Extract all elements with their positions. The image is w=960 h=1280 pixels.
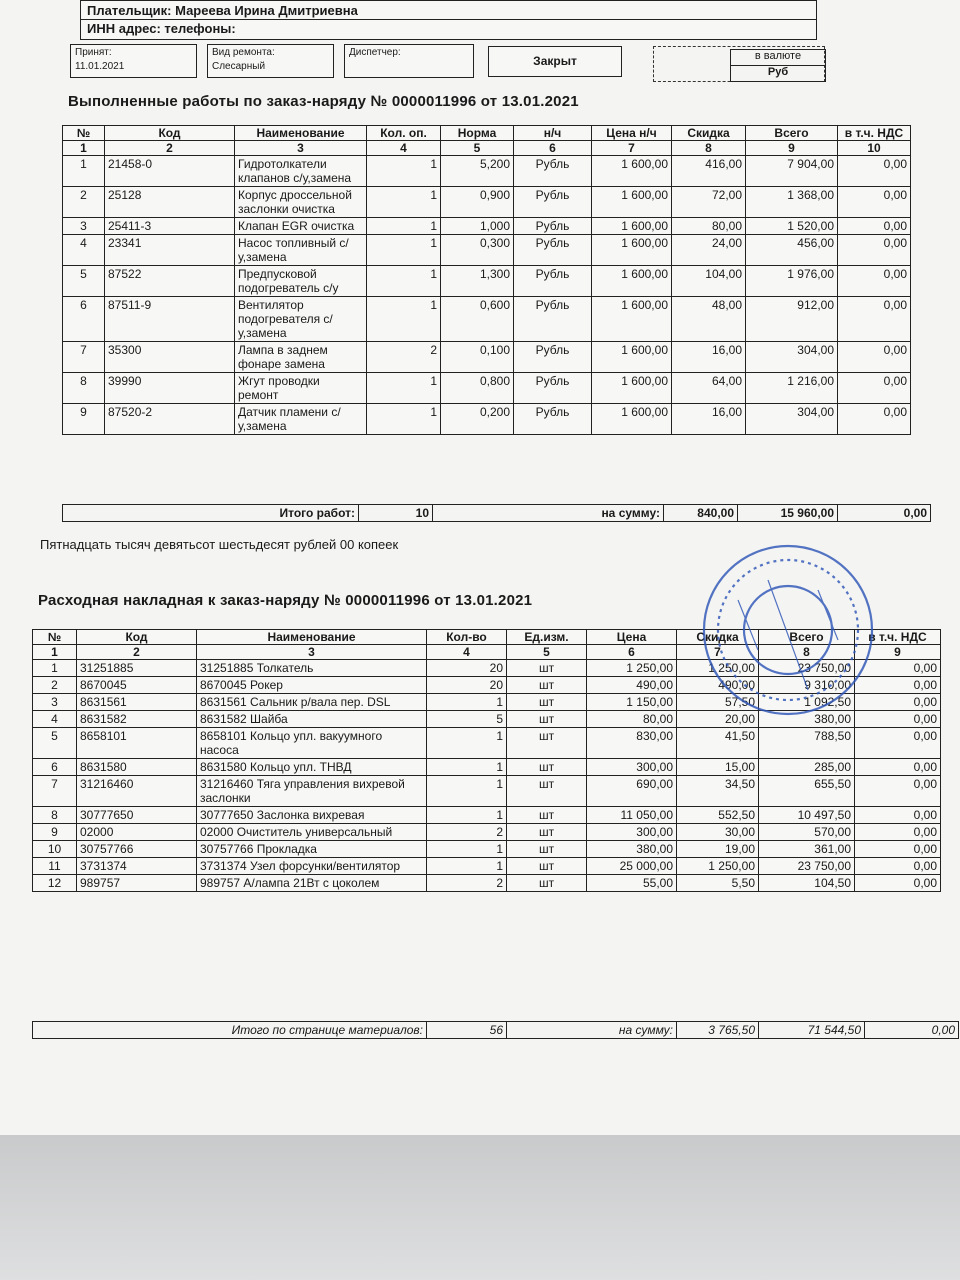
material-unit: шт xyxy=(507,759,587,776)
material-price: 830,00 xyxy=(587,728,677,759)
material-code: 8631561 xyxy=(77,694,197,711)
work-name: Предпусковой подогреватель с/у xyxy=(235,266,367,297)
col-number: 7 xyxy=(592,141,672,156)
works-total-row xyxy=(62,504,931,522)
material-vat: 0,00 xyxy=(855,807,941,824)
table-row xyxy=(33,759,941,776)
material-qty: 1 xyxy=(427,694,507,711)
material-qty: 20 xyxy=(427,677,507,694)
row-number: 8 xyxy=(63,373,105,404)
col-number: 2 xyxy=(77,645,197,660)
material-vat: 0,00 xyxy=(855,875,941,892)
works-sum-label: на сумму: xyxy=(433,505,664,522)
row-number: 6 xyxy=(63,297,105,342)
row-number: 7 xyxy=(63,342,105,373)
table-row xyxy=(63,187,911,218)
row-number: 8 xyxy=(33,807,77,824)
material-unit: шт xyxy=(507,858,587,875)
work-qty: 1 xyxy=(367,404,441,435)
material-code: 02000 xyxy=(77,824,197,841)
material-qty: 1 xyxy=(427,807,507,824)
table-row xyxy=(33,776,941,807)
work-norm: 1,300 xyxy=(441,266,514,297)
material-qty: 2 xyxy=(427,824,507,841)
work-discount: 16,00 xyxy=(672,342,746,373)
col-number: 4 xyxy=(427,645,507,660)
col-header: Всего xyxy=(759,630,855,645)
material-price: 80,00 xyxy=(587,711,677,728)
dispatcher-box xyxy=(344,44,474,78)
accepted-label: Принят: xyxy=(75,47,112,58)
work-price: 1 600,00 xyxy=(592,342,672,373)
works-header-row xyxy=(63,126,911,141)
table-row xyxy=(63,342,911,373)
material-code: 989757 xyxy=(77,875,197,892)
work-unit: Рубль xyxy=(514,266,592,297)
material-total: 9 310,00 xyxy=(759,677,855,694)
work-discount: 24,00 xyxy=(672,235,746,266)
work-name: Гидротолкатели клапанов с/у,замена xyxy=(235,156,367,187)
work-code: 25128 xyxy=(105,187,235,218)
col-number: 10 xyxy=(838,141,911,156)
materials-total-qty: 56 xyxy=(427,1022,507,1039)
row-number: 3 xyxy=(63,218,105,235)
material-price: 55,00 xyxy=(587,875,677,892)
col-header: Кол-во xyxy=(427,630,507,645)
works-total-label: Итого работ: xyxy=(63,505,359,522)
material-total: 655,50 xyxy=(759,776,855,807)
work-price: 1 600,00 xyxy=(592,187,672,218)
work-norm: 1,000 xyxy=(441,218,514,235)
row-number: 4 xyxy=(33,711,77,728)
table-row xyxy=(33,875,941,892)
material-name: 8658101 Кольцо упл. вакуумного насоса xyxy=(197,728,427,759)
material-vat: 0,00 xyxy=(855,728,941,759)
col-header: Скидка xyxy=(677,630,759,645)
currency-label: в валюте xyxy=(730,49,826,66)
work-vat: 0,00 xyxy=(838,218,911,235)
work-vat: 0,00 xyxy=(838,342,911,373)
work-discount: 80,00 xyxy=(672,218,746,235)
material-total: 10 497,50 xyxy=(759,807,855,824)
work-vat: 0,00 xyxy=(838,187,911,218)
work-name: Вентилятор подогревателя с/у,замена xyxy=(235,297,367,342)
work-norm: 0,900 xyxy=(441,187,514,218)
material-price: 1 250,00 xyxy=(587,660,677,677)
work-unit: Рубль xyxy=(514,297,592,342)
material-unit: шт xyxy=(507,776,587,807)
works-total-vat: 0,00 xyxy=(838,505,931,522)
material-vat: 0,00 xyxy=(855,824,941,841)
material-vat: 0,00 xyxy=(855,677,941,694)
row-number: 11 xyxy=(33,858,77,875)
work-code: 23341 xyxy=(105,235,235,266)
material-discount: 34,50 xyxy=(677,776,759,807)
work-vat: 0,00 xyxy=(838,297,911,342)
work-unit: Рубль xyxy=(514,218,592,235)
material-code: 31251885 xyxy=(77,660,197,677)
col-number: 6 xyxy=(587,645,677,660)
material-total: 361,00 xyxy=(759,841,855,858)
material-unit: шт xyxy=(507,807,587,824)
work-total: 1 368,00 xyxy=(746,187,838,218)
table-row xyxy=(63,235,911,266)
work-qty: 1 xyxy=(367,218,441,235)
material-total: 570,00 xyxy=(759,824,855,841)
material-price: 490,00 xyxy=(587,677,677,694)
material-code: 8670045 xyxy=(77,677,197,694)
work-name: Жгут проводки ремонт xyxy=(235,373,367,404)
work-code: 87522 xyxy=(105,266,235,297)
material-qty: 2 xyxy=(427,875,507,892)
inn-line: ИНН адрес: телефоны: xyxy=(87,21,236,36)
work-vat: 0,00 xyxy=(838,404,911,435)
col-number: 3 xyxy=(235,141,367,156)
material-qty: 1 xyxy=(427,841,507,858)
accepted-date: 11.01.2021 xyxy=(75,61,125,72)
work-name: Датчик пламени с/у,замена xyxy=(235,404,367,435)
work-code: 25411-3 xyxy=(105,218,235,235)
col-number: 3 xyxy=(197,645,427,660)
work-total: 1 520,00 xyxy=(746,218,838,235)
row-number: 1 xyxy=(63,156,105,187)
accepted-box xyxy=(70,44,197,78)
work-unit: Рубль xyxy=(514,235,592,266)
material-discount: 57,50 xyxy=(677,694,759,711)
sum-in-words: Пятнадцать тысяч девятьсот шестьдесят рублей 00 копеек xyxy=(40,537,399,552)
dispatcher-label: Диспетчер: xyxy=(349,47,401,58)
material-vat: 0,00 xyxy=(855,858,941,875)
material-name: 8670045 Рокер xyxy=(197,677,427,694)
divider xyxy=(81,19,816,20)
col-number: 4 xyxy=(367,141,441,156)
table-row xyxy=(63,156,911,187)
col-number: 8 xyxy=(759,645,855,660)
background-surface xyxy=(0,1135,960,1280)
row-number: 6 xyxy=(33,759,77,776)
row-number: 2 xyxy=(33,677,77,694)
material-name: 8631580 Кольцо упл. ТНВД xyxy=(197,759,427,776)
works-total-sum: 15 960,00 xyxy=(738,505,838,522)
row-number: 5 xyxy=(33,728,77,759)
work-name: Лампа в заднем фонаре замена xyxy=(235,342,367,373)
work-name: Насос топливный с/у,замена xyxy=(235,235,367,266)
material-vat: 0,00 xyxy=(855,660,941,677)
material-discount: 41,50 xyxy=(677,728,759,759)
work-total: 304,00 xyxy=(746,342,838,373)
currency-value: Руб xyxy=(730,65,826,82)
work-qty: 1 xyxy=(367,235,441,266)
work-price: 1 600,00 xyxy=(592,156,672,187)
material-code: 8631580 xyxy=(77,759,197,776)
material-unit: шт xyxy=(507,694,587,711)
col-number: 8 xyxy=(672,141,746,156)
material-qty: 5 xyxy=(427,711,507,728)
material-price: 690,00 xyxy=(587,776,677,807)
material-discount: 30,00 xyxy=(677,824,759,841)
material-unit: шт xyxy=(507,841,587,858)
work-norm: 5,200 xyxy=(441,156,514,187)
col-header: Цена н/ч xyxy=(592,126,672,141)
col-header: Ед.изм. xyxy=(507,630,587,645)
work-qty: 1 xyxy=(367,156,441,187)
material-price: 300,00 xyxy=(587,824,677,841)
material-qty: 20 xyxy=(427,660,507,677)
material-price: 300,00 xyxy=(587,759,677,776)
material-total: 788,50 xyxy=(759,728,855,759)
work-norm: 0,800 xyxy=(441,373,514,404)
col-header: Скидка xyxy=(672,126,746,141)
work-code: 39990 xyxy=(105,373,235,404)
material-vat: 0,00 xyxy=(855,694,941,711)
work-unit: Рубль xyxy=(514,156,592,187)
material-vat: 0,00 xyxy=(855,841,941,858)
material-name: 30777650 Заслонка вихревая xyxy=(197,807,427,824)
materials-total-row xyxy=(32,1021,959,1039)
materials-total-discount: 3 765,50 xyxy=(677,1022,759,1039)
work-name: Клапан EGR очистка xyxy=(235,218,367,235)
material-unit: шт xyxy=(507,677,587,694)
material-qty: 1 xyxy=(427,728,507,759)
row-number: 9 xyxy=(63,404,105,435)
material-name: 8631561 Сальник р/вала пер. DSL xyxy=(197,694,427,711)
col-number: 9 xyxy=(746,141,838,156)
material-discount: 552,50 xyxy=(677,807,759,824)
col-header: Всего xyxy=(746,126,838,141)
work-total: 7 904,00 xyxy=(746,156,838,187)
material-code: 30757766 xyxy=(77,841,197,858)
material-name: 31251885 Толкатель xyxy=(197,660,427,677)
work-norm: 0,600 xyxy=(441,297,514,342)
works-total-discount: 840,00 xyxy=(664,505,738,522)
work-total: 1 976,00 xyxy=(746,266,838,297)
table-row xyxy=(63,297,911,342)
work-total: 1 216,00 xyxy=(746,373,838,404)
work-discount: 16,00 xyxy=(672,404,746,435)
material-vat: 0,00 xyxy=(855,711,941,728)
material-total: 23 750,00 xyxy=(759,660,855,677)
work-discount: 64,00 xyxy=(672,373,746,404)
work-discount: 48,00 xyxy=(672,297,746,342)
material-name: 3731374 Узел форсунки/вентилятор xyxy=(197,858,427,875)
table-row xyxy=(33,728,941,759)
repair-type-box xyxy=(207,44,334,78)
material-code: 3731374 xyxy=(77,858,197,875)
currency-box xyxy=(653,46,825,82)
material-name: 8631582 Шайба xyxy=(197,711,427,728)
material-code: 8658101 xyxy=(77,728,197,759)
row-number: 5 xyxy=(63,266,105,297)
col-header: в т.ч. НДС xyxy=(838,126,911,141)
work-qty: 1 xyxy=(367,373,441,404)
col-number: 1 xyxy=(33,645,77,660)
col-number: 6 xyxy=(514,141,592,156)
col-header: н/ч xyxy=(514,126,592,141)
col-number: 9 xyxy=(855,645,941,660)
work-name: Корпус дроссельной заслонки очистка xyxy=(235,187,367,218)
col-header: Кол. оп. xyxy=(367,126,441,141)
table-row xyxy=(63,218,911,235)
row-number: 3 xyxy=(33,694,77,711)
col-number: 1 xyxy=(63,141,105,156)
material-discount: 1 250,00 xyxy=(677,660,759,677)
work-qty: 1 xyxy=(367,297,441,342)
material-discount: 5,50 xyxy=(677,875,759,892)
material-discount: 19,00 xyxy=(677,841,759,858)
work-price: 1 600,00 xyxy=(592,404,672,435)
material-discount: 490,00 xyxy=(677,677,759,694)
material-discount: 15,00 xyxy=(677,759,759,776)
material-price: 380,00 xyxy=(587,841,677,858)
work-price: 1 600,00 xyxy=(592,373,672,404)
work-norm: 0,200 xyxy=(441,404,514,435)
work-qty: 2 xyxy=(367,342,441,373)
material-code: 30777650 xyxy=(77,807,197,824)
table-row xyxy=(33,807,941,824)
company-stamp-icon xyxy=(698,540,878,720)
table-row xyxy=(63,373,911,404)
repair-type-value: Слесарный xyxy=(212,61,266,72)
table-row xyxy=(33,858,941,875)
materials-total-sum: 71 544,50 xyxy=(759,1022,865,1039)
work-norm: 0,300 xyxy=(441,235,514,266)
work-code: 35300 xyxy=(105,342,235,373)
material-discount: 20,00 xyxy=(677,711,759,728)
work-discount: 104,00 xyxy=(672,266,746,297)
material-total: 104,50 xyxy=(759,875,855,892)
table-row xyxy=(33,841,941,858)
work-unit: Рубль xyxy=(514,342,592,373)
payer-box xyxy=(80,0,817,40)
col-header: Код xyxy=(77,630,197,645)
status-badge: Закрыт xyxy=(488,46,622,77)
work-price: 1 600,00 xyxy=(592,297,672,342)
row-number: 9 xyxy=(33,824,77,841)
material-unit: шт xyxy=(507,711,587,728)
material-unit: шт xyxy=(507,824,587,841)
row-number: 12 xyxy=(33,875,77,892)
material-name: 30757766 Прокладка xyxy=(197,841,427,858)
works-number-row xyxy=(63,141,911,156)
material-price: 11 050,00 xyxy=(587,807,677,824)
work-norm: 0,100 xyxy=(441,342,514,373)
row-number: 1 xyxy=(33,660,77,677)
material-name: 31216460 Тяга управления вихревой заслонки xyxy=(197,776,427,807)
row-number: 7 xyxy=(33,776,77,807)
materials-total-vat: 0,00 xyxy=(865,1022,959,1039)
table-row xyxy=(33,824,941,841)
work-discount: 416,00 xyxy=(672,156,746,187)
material-name: 02000 Очиститель универсальный xyxy=(197,824,427,841)
material-code: 31216460 xyxy=(77,776,197,807)
col-header: Код xyxy=(105,126,235,141)
works-table xyxy=(62,125,911,435)
work-code: 21458-0 xyxy=(105,156,235,187)
work-vat: 0,00 xyxy=(838,373,911,404)
material-price: 25 000,00 xyxy=(587,858,677,875)
table-row xyxy=(63,266,911,297)
payer-line: Плательщик: Мареева Ирина Дмитриевна xyxy=(87,3,358,18)
work-qty: 1 xyxy=(367,187,441,218)
materials-title: Расходная накладная к заказ-наряду № 0000011996 от 13.01.2021 xyxy=(38,592,533,609)
work-discount: 72,00 xyxy=(672,187,746,218)
material-discount: 1 250,00 xyxy=(677,858,759,875)
material-qty: 1 xyxy=(427,858,507,875)
col-header: в т.ч. НДС xyxy=(855,630,941,645)
work-price: 1 600,00 xyxy=(592,218,672,235)
work-code: 87520-2 xyxy=(105,404,235,435)
col-number: 5 xyxy=(441,141,514,156)
col-header: Наименование xyxy=(197,630,427,645)
work-unit: Рубль xyxy=(514,187,592,218)
material-total: 1 092,50 xyxy=(759,694,855,711)
repair-type-label: Вид ремонта: xyxy=(212,47,275,58)
material-total: 285,00 xyxy=(759,759,855,776)
work-vat: 0,00 xyxy=(838,235,911,266)
work-vat: 0,00 xyxy=(838,156,911,187)
material-total: 380,00 xyxy=(759,711,855,728)
work-total: 304,00 xyxy=(746,404,838,435)
material-name: 989757 А/лампа 21Вт с цоколем xyxy=(197,875,427,892)
col-header: Норма xyxy=(441,126,514,141)
work-price: 1 600,00 xyxy=(592,235,672,266)
material-unit: шт xyxy=(507,728,587,759)
row-number: 4 xyxy=(63,235,105,266)
works-title: Выполненные работы по заказ-наряду № 0000011996 от 13.01.2021 xyxy=(68,93,579,110)
row-number: 2 xyxy=(63,187,105,218)
materials-total-label: Итого по странице материалов: xyxy=(33,1022,427,1039)
materials-sum-label: на сумму: xyxy=(507,1022,677,1039)
col-number: 7 xyxy=(677,645,759,660)
works-total-qty: 10 xyxy=(359,505,433,522)
work-total: 456,00 xyxy=(746,235,838,266)
row-number: 10 xyxy=(33,841,77,858)
material-qty: 1 xyxy=(427,776,507,807)
col-number: 5 xyxy=(507,645,587,660)
table-row xyxy=(63,404,911,435)
work-unit: Рубль xyxy=(514,373,592,404)
material-total: 23 750,00 xyxy=(759,858,855,875)
col-header: Цена xyxy=(587,630,677,645)
col-number: 2 xyxy=(105,141,235,156)
work-price: 1 600,00 xyxy=(592,266,672,297)
col-header: Наименование xyxy=(235,126,367,141)
work-vat: 0,00 xyxy=(838,266,911,297)
material-vat: 0,00 xyxy=(855,776,941,807)
material-vat: 0,00 xyxy=(855,759,941,776)
col-header: № xyxy=(33,630,77,645)
material-unit: шт xyxy=(507,660,587,677)
material-price: 1 150,00 xyxy=(587,694,677,711)
work-total: 912,00 xyxy=(746,297,838,342)
material-code: 8631582 xyxy=(77,711,197,728)
work-unit: Рубль xyxy=(514,404,592,435)
work-code: 87511-9 xyxy=(105,297,235,342)
material-qty: 1 xyxy=(427,759,507,776)
material-unit: шт xyxy=(507,875,587,892)
work-qty: 1 xyxy=(367,266,441,297)
col-header: № xyxy=(63,126,105,141)
